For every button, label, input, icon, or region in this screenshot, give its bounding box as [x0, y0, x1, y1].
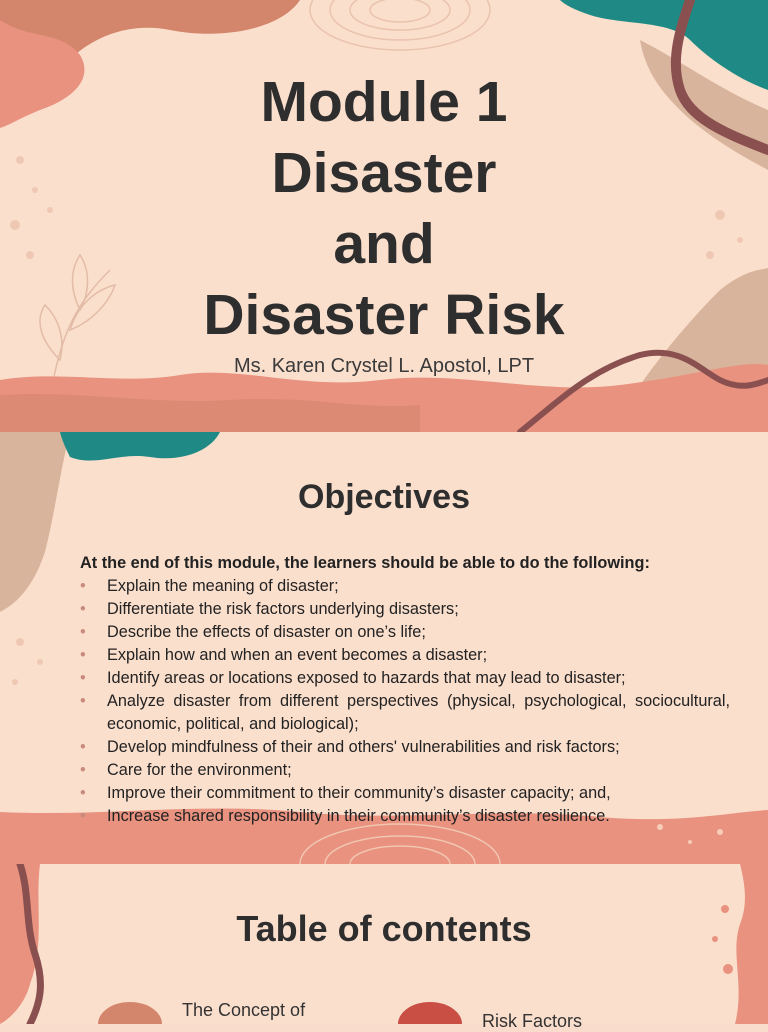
list-item: • Increase shared responsibility in their community’s disaster resilience.: [80, 805, 730, 828]
list-item: • Improve their commitment to their community’s disaster capacity; and,: [80, 782, 730, 805]
title-line: Disaster Risk: [203, 283, 565, 347]
objectives-intro: At the end of this module, the learners should be able to do the following:: [80, 554, 650, 572]
title-line: and: [333, 212, 435, 276]
list-item: • Explain how and when an event becomes a disaster;: [80, 644, 730, 667]
toc-title: Table of contents: [236, 908, 532, 949]
list-item: • Analyze disaster from different perspectives (physical, psychological, sociocultural, economic, political, and biological);: [80, 690, 730, 736]
list-item: • Develop mindfulness of their and others' vulnerabilities and risk factors;: [80, 736, 730, 759]
title-slide: [0, 0, 768, 432]
list-item: • Care for the environment;: [80, 759, 730, 782]
list-item: • Explain the meaning of disaster;: [80, 575, 730, 598]
title-line: Disaster: [271, 141, 497, 205]
title-line: Module 1: [260, 70, 508, 134]
list-item: • Describe the effects of disaster on one’s life;: [80, 621, 730, 644]
module-title: [0, 66, 768, 350]
list-item: • Identify areas or locations exposed to hazards that may lead to disaster;: [80, 667, 730, 690]
toc-item-risk-factors: Risk Factors: [482, 1011, 583, 1031]
objectives-list: [80, 575, 730, 828]
list-item: • Differentiate the risk factors underlying disasters;: [80, 598, 730, 621]
objectives-title: Objectives: [298, 478, 470, 516]
presenter-name: Ms. Karen Crystel L. Apostol, LPT: [233, 355, 535, 377]
objectives-body: [80, 552, 730, 828]
toc-item-concept: The Concept of: [182, 1000, 306, 1020]
